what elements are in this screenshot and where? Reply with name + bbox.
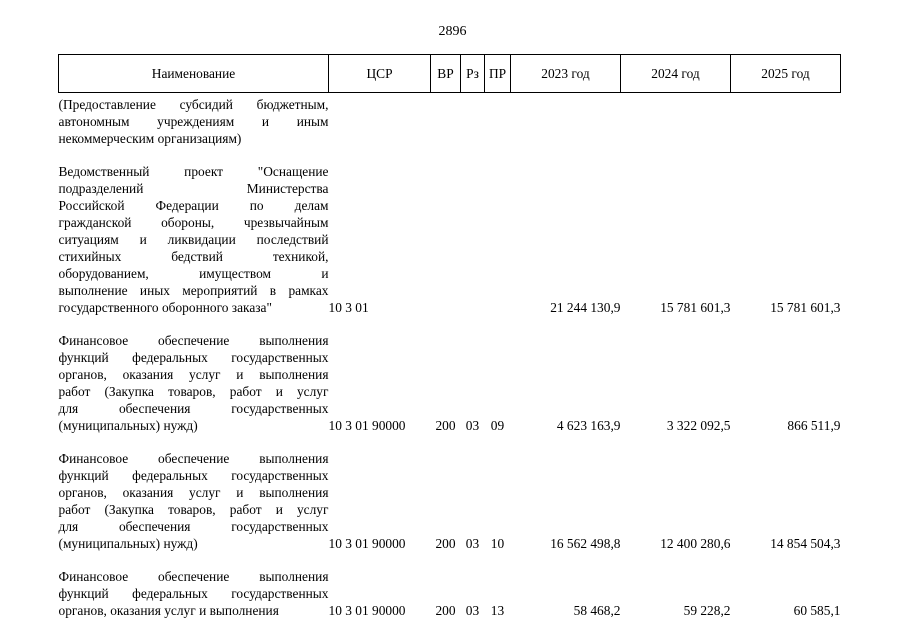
row-name-line: органов, оказания услуг и выполнения — [58, 603, 279, 618]
row-csr: 10 3 01 90000 — [328, 603, 406, 618]
row-name — [59, 552, 329, 619]
row-name — [59, 434, 329, 552]
row-name-line: для обеспечения государственных — [58, 401, 329, 416]
row-vr — [431, 147, 461, 316]
row-name-line: функций федеральных государственных — [58, 586, 329, 601]
table-row — [59, 93, 841, 148]
row-name-line: Ведомственный проект "Оснащение — [58, 164, 329, 179]
row-y2025 — [731, 93, 841, 148]
header-2023: 2023 год — [511, 55, 621, 93]
row-name — [59, 147, 329, 316]
row-y2025: 14 854 504,3 — [770, 536, 841, 551]
table-row — [59, 147, 841, 316]
row-name-line: органов, оказания услуг и выполнения — [58, 485, 329, 500]
row-pr: 13 — [490, 603, 505, 618]
row-y2023: 21 244 130,9 — [550, 300, 621, 315]
table-body — [59, 93, 841, 620]
header-vr: ВР — [431, 55, 461, 93]
row-name-line: Финансовое обеспечение выполнения — [58, 333, 329, 348]
row-y2025: 15 781 601,3 — [770, 300, 841, 315]
table-row — [59, 552, 841, 619]
header-2024: 2024 год — [621, 55, 731, 93]
row-name-line: (Предоставление субсидий бюджетным, — [58, 97, 329, 112]
header-pr: ПР — [485, 55, 511, 93]
row-name-line: Финансовое обеспечение выполнения — [58, 569, 329, 584]
row-name-line: функций федеральных государственных — [58, 468, 329, 483]
row-name-line: государственного оборонного заказа" — [58, 300, 272, 315]
row-vr: 200 — [435, 418, 456, 433]
row-vr — [431, 93, 461, 148]
row-name-line: ситуациям и ликвидации последствий — [58, 232, 329, 247]
row-name-line: автономным учреждениям и иным — [58, 114, 329, 129]
row-name-line: выполнение иных мероприятий в рамках — [58, 283, 329, 298]
row-name-line: работ (Закупка товаров, работ и услуг — [58, 502, 329, 517]
row-rz: 03 — [465, 536, 480, 551]
row-pr — [485, 93, 511, 148]
row-name-line: стихийных бедствий техникой, — [58, 249, 329, 264]
row-name-line: для обеспечения государственных — [58, 519, 329, 534]
row-name-line: гражданской обороны, чрезвычайным — [58, 215, 329, 230]
row-csr: 10 3 01 90000 — [328, 418, 406, 433]
header-rz: Рз — [461, 55, 485, 93]
row-rz — [461, 147, 485, 316]
row-y2024: 59 228,2 — [683, 603, 731, 618]
row-vr: 200 — [435, 536, 456, 551]
budget-table — [58, 54, 841, 619]
row-pr: 10 — [490, 536, 505, 551]
row-csr — [329, 93, 431, 148]
row-vr: 200 — [435, 603, 456, 618]
row-rz: 03 — [465, 603, 480, 618]
row-y2024 — [621, 93, 731, 148]
row-name-line: (муниципальных) нужд) — [58, 536, 198, 551]
table-row — [59, 316, 841, 434]
row-name — [59, 93, 329, 148]
row-y2023 — [511, 93, 621, 148]
row-y2024: 3 322 092,5 — [666, 418, 731, 433]
row-name-line: Российской Федерации по делам — [58, 198, 329, 213]
row-y2024: 15 781 601,3 — [660, 300, 731, 315]
row-y2023: 4 623 163,9 — [556, 418, 621, 433]
row-rz — [461, 93, 485, 148]
row-name-line: подразделений Министерства — [58, 181, 329, 196]
row-csr: 10 3 01 90000 — [328, 536, 406, 551]
row-y2024: 12 400 280,6 — [660, 536, 731, 551]
header-2025: 2025 год — [731, 55, 841, 93]
header-csr: ЦСР — [329, 55, 431, 93]
table-row — [59, 434, 841, 552]
row-y2025: 866 511,9 — [787, 418, 841, 433]
row-name-line: Финансовое обеспечение выполнения — [58, 451, 329, 466]
row-pr: 09 — [490, 418, 505, 433]
row-y2023: 16 562 498,8 — [550, 536, 621, 551]
header-name: Наименование — [59, 55, 329, 93]
row-name-line: функций федеральных государственных — [58, 350, 329, 365]
row-name-line: работ (Закупка товаров, работ и услуг — [58, 384, 329, 399]
row-name — [59, 316, 329, 434]
row-name-line: оборудованием, имуществом и — [58, 266, 329, 281]
page-number: 2896 — [438, 24, 467, 39]
row-name-line: (муниципальных) нужд) — [58, 418, 198, 433]
row-pr — [485, 147, 511, 316]
row-name-line: некоммерческим организациям) — [58, 131, 242, 146]
row-y2025: 60 585,1 — [793, 603, 841, 618]
row-rz: 03 — [465, 418, 480, 433]
row-csr: 10 3 01 — [328, 300, 369, 315]
row-y2023: 58 468,2 — [573, 603, 621, 618]
table-header-row — [59, 55, 841, 93]
row-name-line: органов, оказания услуг и выполнения — [58, 367, 329, 382]
